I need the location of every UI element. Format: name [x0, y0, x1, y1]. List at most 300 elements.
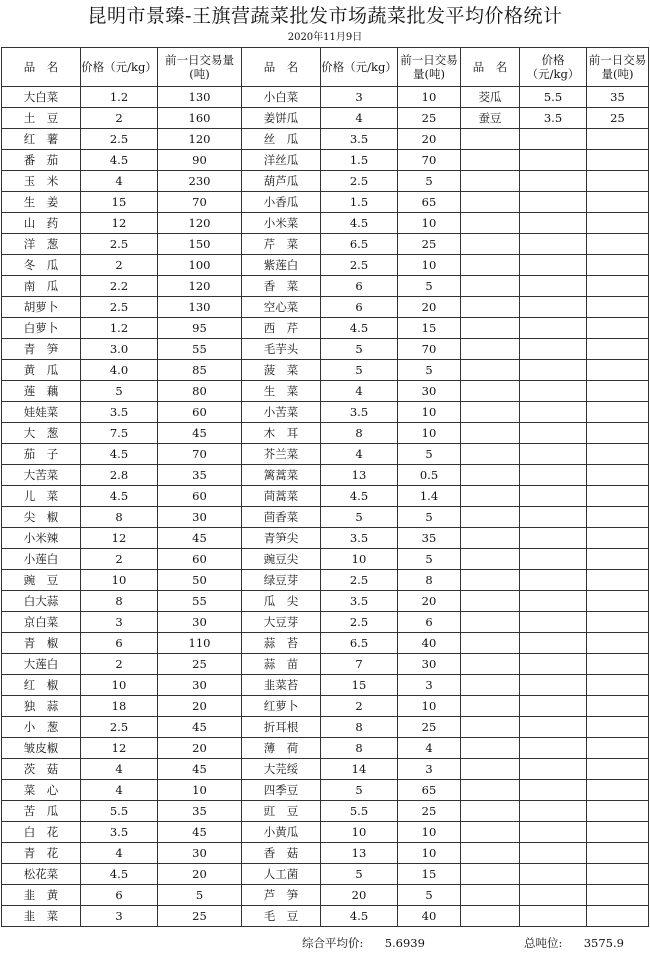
cell-price: 15 — [321, 675, 398, 696]
cell-volume: 85 — [158, 360, 242, 381]
cell-name — [461, 276, 520, 297]
cell-price: 8 — [321, 423, 398, 444]
cell-name: 韭 黄 — [2, 885, 81, 906]
table-row — [2, 759, 649, 780]
cell-price: 2.5 — [81, 717, 158, 738]
cell-name — [461, 717, 520, 738]
cell-volume: 45 — [158, 423, 242, 444]
table-row — [2, 339, 649, 360]
cell-volume: 45 — [158, 717, 242, 738]
cell-volume: 35 — [158, 801, 242, 822]
table-row — [2, 822, 649, 843]
cell-name — [461, 570, 520, 591]
cell-price: 2 — [81, 255, 158, 276]
cell-name: 松花菜 — [2, 864, 81, 885]
page-title: 昆明市景臻-王旗营蔬菜批发市场蔬菜批发平均价格统计 — [87, 5, 563, 27]
cell-price — [520, 654, 587, 675]
cell-name: 茭瓜 — [461, 87, 520, 108]
cell-name: 大芫绥 — [242, 759, 321, 780]
cell-volume: 25 — [398, 717, 461, 738]
cell-price: 5.5 — [81, 801, 158, 822]
cell-volume — [587, 759, 649, 780]
cell-volume: 55 — [158, 591, 242, 612]
cell-name: 白大蒜 — [2, 591, 81, 612]
table-row — [2, 633, 649, 654]
cell-volume — [587, 276, 649, 297]
cell-price — [520, 696, 587, 717]
cell-name: 茴香菜 — [242, 507, 321, 528]
cell-volume — [587, 612, 649, 633]
cell-volume: 40 — [398, 906, 461, 927]
cell-name: 大白菜 — [2, 87, 81, 108]
cell-name — [461, 528, 520, 549]
cell-price: 2.5 — [321, 570, 398, 591]
cell-price: 4.5 — [81, 486, 158, 507]
cell-name: 空心菜 — [242, 297, 321, 318]
cell-name: 冬 瓜 — [2, 255, 81, 276]
cell-name: 折耳根 — [242, 717, 321, 738]
cell-volume: 160 — [158, 108, 242, 129]
cell-price — [520, 234, 587, 255]
cell-price: 7.5 — [81, 423, 158, 444]
cell-name — [461, 864, 520, 885]
cell-name: 茄 子 — [2, 444, 81, 465]
cell-volume — [587, 318, 649, 339]
cell-volume: 10 — [398, 87, 461, 108]
cell-price: 4 — [81, 171, 158, 192]
cell-price — [520, 549, 587, 570]
table-row — [2, 507, 649, 528]
cell-name: 大 葱 — [2, 423, 81, 444]
cell-name — [461, 213, 520, 234]
cell-volume — [587, 234, 649, 255]
cell-name: 菠 菜 — [242, 360, 321, 381]
cell-price: 2.5 — [321, 612, 398, 633]
cell-name: 玉 米 — [2, 171, 81, 192]
cell-name: 独 蒜 — [2, 696, 81, 717]
cell-volume — [587, 738, 649, 759]
cell-price: 3.5 — [321, 591, 398, 612]
cell-volume: 80 — [158, 381, 242, 402]
total-tonnage — [524, 935, 624, 951]
cell-price: 6 — [81, 633, 158, 654]
cell-price: 3 — [81, 906, 158, 927]
table-row — [2, 276, 649, 297]
cell-price: 5 — [321, 339, 398, 360]
cell-price — [520, 738, 587, 759]
cell-volume: 95 — [158, 318, 242, 339]
table-row — [2, 654, 649, 675]
cell-name — [461, 591, 520, 612]
cell-volume: 5 — [398, 276, 461, 297]
cell-name — [461, 192, 520, 213]
cell-volume: 35 — [398, 528, 461, 549]
cell-volume: 35 — [158, 465, 242, 486]
cell-name: 毛芋头 — [242, 339, 321, 360]
cell-price: 4 — [321, 381, 398, 402]
cell-price: 5 — [321, 780, 398, 801]
cell-price: 4 — [81, 780, 158, 801]
cell-volume: 10 — [158, 780, 242, 801]
cell-price: 2.8 — [81, 465, 158, 486]
cell-name: 生 菜 — [242, 381, 321, 402]
table-row — [2, 108, 649, 129]
cell-price — [520, 339, 587, 360]
table-row — [2, 171, 649, 192]
cell-name: 姜饼瓜 — [242, 108, 321, 129]
cell-volume: 5 — [158, 885, 242, 906]
cell-volume: 3 — [398, 759, 461, 780]
cell-volume — [587, 381, 649, 402]
cell-price: 3.5 — [520, 108, 587, 129]
cell-volume: 25 — [587, 108, 649, 129]
cell-name: 茼蒿菜 — [242, 486, 321, 507]
cell-volume: 25 — [158, 906, 242, 927]
cell-name — [461, 486, 520, 507]
cell-price: 3.5 — [321, 402, 398, 423]
table-row — [2, 717, 649, 738]
cell-price: 2.2 — [81, 276, 158, 297]
cell-volume — [587, 129, 649, 150]
cell-volume: 30 — [398, 381, 461, 402]
cell-price: 3.5 — [81, 402, 158, 423]
cell-price: 20 — [321, 885, 398, 906]
cell-name — [461, 885, 520, 906]
cell-price: 2 — [81, 549, 158, 570]
cell-price: 2.5 — [81, 129, 158, 150]
cell-volume — [587, 528, 649, 549]
table-row — [2, 297, 649, 318]
cell-price — [520, 675, 587, 696]
cell-price: 2.5 — [81, 297, 158, 318]
cell-volume: 130 — [158, 87, 242, 108]
cell-volume: 10 — [398, 822, 461, 843]
cell-volume — [587, 570, 649, 591]
cell-name: 小白菜 — [242, 87, 321, 108]
cell-name: 小米辣 — [2, 528, 81, 549]
cell-name — [461, 444, 520, 465]
cell-price — [520, 192, 587, 213]
cell-volume: 25 — [158, 654, 242, 675]
cell-name — [461, 255, 520, 276]
cell-price — [520, 150, 587, 171]
cell-name — [461, 549, 520, 570]
cell-name: 蒜 苔 — [242, 633, 321, 654]
cell-price: 6 — [81, 885, 158, 906]
cell-volume: 20 — [158, 864, 242, 885]
cell-price: 6 — [321, 297, 398, 318]
cell-name: 小莲白 — [2, 549, 81, 570]
cell-price: 14 — [321, 759, 398, 780]
cell-name — [461, 171, 520, 192]
cell-name: 洋 葱 — [2, 234, 81, 255]
cell-price: 6.5 — [321, 234, 398, 255]
cell-name: 紫莲白 — [242, 255, 321, 276]
cell-price — [520, 759, 587, 780]
cell-volume: 0.5 — [398, 465, 461, 486]
cell-price: 2 — [321, 696, 398, 717]
cell-name: 绿豆芽 — [242, 570, 321, 591]
cell-volume: 30 — [398, 654, 461, 675]
cell-volume: 40 — [398, 633, 461, 654]
cell-price — [520, 423, 587, 444]
total-tonnage-label: 总吨位: — [524, 936, 563, 950]
cell-name: 小米菜 — [242, 213, 321, 234]
cell-volume: 15 — [398, 864, 461, 885]
cell-price — [520, 801, 587, 822]
cell-volume: 45 — [158, 528, 242, 549]
cell-price — [520, 717, 587, 738]
cell-price — [520, 633, 587, 654]
table-row — [2, 528, 649, 549]
cell-name — [461, 843, 520, 864]
cell-name: 皱皮椒 — [2, 738, 81, 759]
cell-price: 8 — [81, 507, 158, 528]
cell-price: 4.5 — [321, 906, 398, 927]
cell-name: 韭菜苔 — [242, 675, 321, 696]
cell-price: 4.5 — [321, 213, 398, 234]
total-tonnage-value: 3575.9 — [583, 936, 624, 950]
cell-price: 3.5 — [321, 528, 398, 549]
cell-price: 3 — [321, 87, 398, 108]
cell-name — [461, 360, 520, 381]
table-row — [2, 486, 649, 507]
table-row — [2, 465, 649, 486]
cell-name — [461, 150, 520, 171]
cell-name — [461, 339, 520, 360]
cell-name: 丝 瓜 — [242, 129, 321, 150]
cell-price: 5 — [321, 360, 398, 381]
cell-name — [461, 381, 520, 402]
cell-price — [520, 528, 587, 549]
cell-price: 3.5 — [321, 129, 398, 150]
cell-volume: 5 — [398, 171, 461, 192]
header-price: 价格（元/kg） — [81, 48, 158, 87]
cell-price: 4.5 — [321, 486, 398, 507]
cell-volume: 55 — [158, 339, 242, 360]
cell-price — [520, 276, 587, 297]
cell-volume: 20 — [158, 738, 242, 759]
cell-name: 红 椒 — [2, 675, 81, 696]
cell-price — [520, 129, 587, 150]
cell-volume — [587, 801, 649, 822]
table-row — [2, 780, 649, 801]
cell-name: 大莲白 — [2, 654, 81, 675]
cell-volume — [587, 444, 649, 465]
cell-name — [461, 402, 520, 423]
cell-volume: 30 — [158, 507, 242, 528]
cell-name: 白萝卜 — [2, 318, 81, 339]
cell-volume: 25 — [398, 801, 461, 822]
cell-name: 大苦菜 — [2, 465, 81, 486]
cell-name — [461, 234, 520, 255]
header-price: 价格（元/kg） — [520, 48, 587, 87]
table-row — [2, 843, 649, 864]
cell-price — [520, 843, 587, 864]
cell-name: 白 花 — [2, 822, 81, 843]
cell-name — [461, 423, 520, 444]
cell-name: 红 薯 — [2, 129, 81, 150]
cell-volume: 30 — [158, 843, 242, 864]
report-date: 2020年11月9日 — [287, 32, 363, 43]
header-name: 品 名 — [2, 48, 81, 87]
cell-volume — [587, 465, 649, 486]
cell-price: 10 — [81, 675, 158, 696]
cell-volume — [587, 780, 649, 801]
cell-volume — [587, 297, 649, 318]
cell-price — [520, 864, 587, 885]
average-price — [302, 935, 425, 951]
table-row — [2, 318, 649, 339]
cell-name: 香 菇 — [242, 843, 321, 864]
cell-price — [520, 360, 587, 381]
cell-price — [520, 570, 587, 591]
cell-volume: 30 — [158, 612, 242, 633]
cell-name: 莲 藕 — [2, 381, 81, 402]
cell-price: 2 — [81, 108, 158, 129]
cell-volume — [587, 885, 649, 906]
cell-volume — [587, 822, 649, 843]
cell-name: 小苦菜 — [242, 402, 321, 423]
average-price-label: 综合平均价: — [302, 936, 364, 950]
cell-price: 8 — [321, 738, 398, 759]
cell-price: 2 — [81, 654, 158, 675]
cell-volume: 1.4 — [398, 486, 461, 507]
header-name: 品 名 — [242, 48, 321, 87]
cell-name: 小 葱 — [2, 717, 81, 738]
cell-price — [520, 885, 587, 906]
cell-price: 4.5 — [81, 444, 158, 465]
cell-price: 4 — [321, 444, 398, 465]
cell-price: 3.5 — [81, 822, 158, 843]
cell-volume: 45 — [158, 759, 242, 780]
cell-name — [461, 633, 520, 654]
price-table — [1, 47, 649, 927]
cell-name: 尖 椒 — [2, 507, 81, 528]
cell-name: 苦 瓜 — [2, 801, 81, 822]
cell-volume — [587, 255, 649, 276]
cell-price: 13 — [321, 465, 398, 486]
cell-name: 薄 荷 — [242, 738, 321, 759]
cell-volume: 30 — [158, 675, 242, 696]
cell-name: 红萝卜 — [242, 696, 321, 717]
cell-volume: 150 — [158, 234, 242, 255]
cell-volume: 110 — [158, 633, 242, 654]
cell-price: 12 — [81, 528, 158, 549]
cell-price: 4.5 — [81, 864, 158, 885]
cell-volume: 65 — [398, 192, 461, 213]
cell-volume: 10 — [398, 213, 461, 234]
cell-price — [520, 171, 587, 192]
cell-volume: 70 — [398, 339, 461, 360]
cell-price: 8 — [321, 717, 398, 738]
cell-name: 芹 菜 — [242, 234, 321, 255]
cell-volume: 120 — [158, 276, 242, 297]
cell-volume: 5 — [398, 507, 461, 528]
cell-name: 菜 心 — [2, 780, 81, 801]
cell-name: 韭 菜 — [2, 906, 81, 927]
cell-price: 6.5 — [321, 633, 398, 654]
cell-price: 2.5 — [81, 234, 158, 255]
cell-name: 胡萝卜 — [2, 297, 81, 318]
cell-volume: 25 — [398, 234, 461, 255]
cell-name: 儿 菜 — [2, 486, 81, 507]
cell-name — [461, 675, 520, 696]
table-row — [2, 213, 649, 234]
average-price-value: 5.6939 — [384, 936, 425, 950]
cell-volume: 60 — [158, 402, 242, 423]
cell-price: 8 — [81, 591, 158, 612]
cell-name — [461, 654, 520, 675]
cell-price: 5 — [321, 864, 398, 885]
cell-name — [461, 906, 520, 927]
cell-price: 4 — [81, 759, 158, 780]
table-row — [2, 234, 649, 255]
cell-name — [461, 801, 520, 822]
cell-name — [461, 507, 520, 528]
cell-volume: 10 — [398, 843, 461, 864]
cell-volume — [587, 171, 649, 192]
cell-price: 2.5 — [321, 171, 398, 192]
cell-volume — [587, 213, 649, 234]
table-row — [2, 906, 649, 927]
table-row — [2, 402, 649, 423]
cell-name: 番 茄 — [2, 150, 81, 171]
cell-volume — [587, 675, 649, 696]
cell-name — [461, 759, 520, 780]
cell-price: 7 — [321, 654, 398, 675]
cell-name: 蚕豆 — [461, 108, 520, 129]
cell-name — [461, 780, 520, 801]
cell-name: 娃娃菜 — [2, 402, 81, 423]
cell-price: 10 — [321, 822, 398, 843]
cell-price — [520, 213, 587, 234]
cell-volume — [587, 906, 649, 927]
cell-volume — [587, 150, 649, 171]
cell-volume: 6 — [398, 612, 461, 633]
cell-volume — [587, 633, 649, 654]
cell-volume — [587, 423, 649, 444]
cell-volume: 35 — [587, 87, 649, 108]
cell-volume: 70 — [158, 192, 242, 213]
cell-volume — [587, 654, 649, 675]
cell-volume: 120 — [158, 129, 242, 150]
cell-volume — [587, 696, 649, 717]
cell-price: 13 — [321, 843, 398, 864]
cell-name: 毛 豆 — [242, 906, 321, 927]
cell-volume: 70 — [398, 150, 461, 171]
cell-price — [520, 381, 587, 402]
cell-name: 篱蒿菜 — [242, 465, 321, 486]
cell-price: 4 — [321, 108, 398, 129]
cell-price — [520, 465, 587, 486]
cell-price: 5.5 — [520, 87, 587, 108]
table-row — [2, 381, 649, 402]
cell-volume: 10 — [398, 255, 461, 276]
cell-volume: 8 — [398, 570, 461, 591]
cell-price — [520, 318, 587, 339]
cell-name: 青 笋 — [2, 339, 81, 360]
cell-name: 小黄瓜 — [242, 822, 321, 843]
cell-volume — [587, 360, 649, 381]
cell-name — [461, 696, 520, 717]
table-row — [2, 150, 649, 171]
cell-price: 1.2 — [81, 87, 158, 108]
table-row — [2, 738, 649, 759]
cell-volume: 60 — [158, 549, 242, 570]
cell-volume: 25 — [398, 108, 461, 129]
table-row — [2, 570, 649, 591]
